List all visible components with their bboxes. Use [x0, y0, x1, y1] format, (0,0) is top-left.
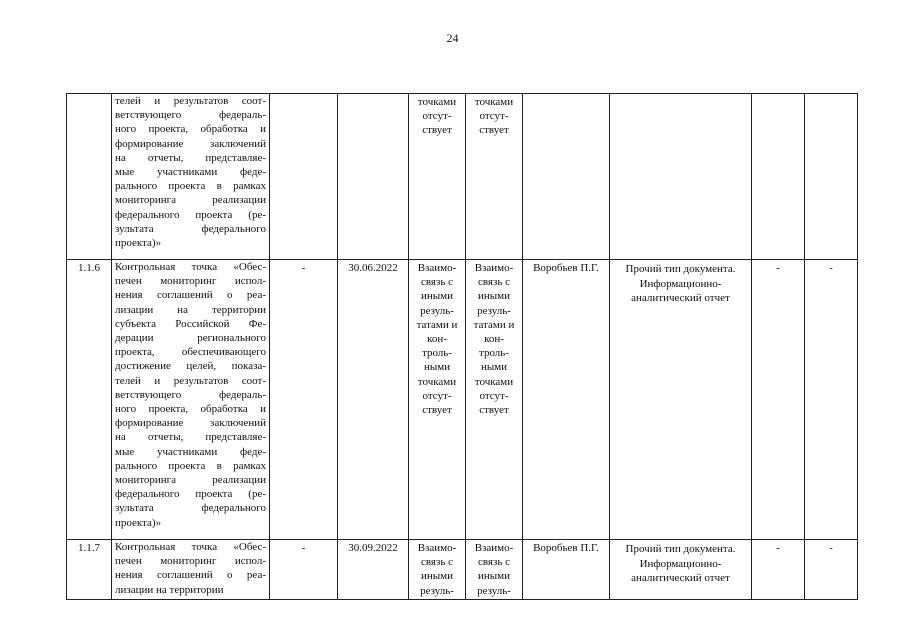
table-row — [67, 540, 858, 600]
relation-cell — [466, 260, 523, 540]
start-date-cell: - — [270, 260, 338, 540]
text-line: Взаимо- — [417, 542, 457, 554]
text-line: связь с — [478, 556, 510, 569]
text-line: формирование заключений — [115, 137, 266, 150]
relation-cell — [409, 540, 466, 600]
text-line: отсут- — [422, 110, 452, 123]
text-line: мониторинга реализации — [115, 194, 266, 207]
text-line: ствует — [422, 124, 452, 137]
text-line: нения соглашений о реа- — [115, 569, 266, 582]
text-line: нения соглашений о реа- — [115, 289, 266, 302]
end-date-cell: 30.06.2022 — [338, 260, 409, 540]
text-line: точками — [417, 375, 457, 388]
responsible-cell: Воробьев П.Г. — [523, 260, 610, 540]
text-line: связь с — [421, 556, 453, 569]
extra-cell: - — [752, 260, 805, 540]
extra-cell: - — [805, 540, 858, 600]
text-line: ными — [480, 361, 508, 374]
text-line: отсут- — [479, 110, 509, 123]
text-line: резуль- — [477, 304, 511, 317]
text-line: аналитический отчет — [631, 572, 730, 584]
table-row — [67, 260, 858, 540]
text-line: ствует — [479, 124, 509, 137]
text-line: Прочий тип документа. — [625, 263, 736, 275]
text-line: татами и — [416, 318, 458, 331]
relation-cell — [409, 260, 466, 540]
text-line: связь с — [478, 276, 510, 289]
text-line: ного проекта, обработка и — [115, 403, 266, 416]
text-line: ными — [423, 361, 451, 374]
text-line: резуль- — [477, 584, 511, 597]
text-line: иными — [477, 290, 510, 303]
text-line: зультата федерального — [115, 502, 266, 515]
text-line: отсут- — [479, 389, 509, 402]
row-number-cell: 1.1.7 — [67, 540, 112, 600]
text-line: связь с — [421, 276, 453, 289]
extra-cell: - — [805, 260, 858, 540]
text-line: ветствующего федераль- — [115, 388, 266, 401]
text-line: Контрольная точка «Обес- — [115, 261, 266, 273]
text-line: мые участниками феде- — [115, 166, 266, 179]
text-line: точками — [417, 96, 457, 108]
control-point-name-cell — [112, 94, 270, 260]
control-point-name-cell — [112, 260, 270, 540]
end-date-cell: 30.09.2022 — [338, 540, 409, 600]
text-line: на отчеты, представляе- — [115, 151, 266, 164]
text-line: Информационно- — [639, 277, 722, 290]
control-point-name-cell — [112, 540, 270, 600]
text-line: субъекта Российской Фе- — [115, 317, 266, 330]
text-line: дерации регионального — [115, 332, 266, 345]
control-point-name — [112, 540, 269, 597]
text-line: Взаимо- — [474, 262, 514, 274]
extra-cell: - — [752, 540, 805, 600]
text-line: татами и — [473, 318, 515, 331]
text-line: формирование заключений — [115, 417, 266, 430]
document-type-cell — [610, 540, 752, 600]
text-line: ствует — [479, 404, 509, 417]
text-line: отсут- — [422, 389, 452, 402]
extra-cell — [752, 94, 805, 260]
text-line: ветствующего федераль- — [115, 109, 266, 122]
text-line: печен мониторинг испол- — [115, 555, 266, 568]
text-line: кон- — [484, 333, 504, 346]
text-line: резуль- — [420, 584, 454, 597]
page-number: 24 — [446, 31, 459, 45]
text-line: лизации на территории — [115, 583, 224, 596]
text-line: телей и результатов соот- — [115, 95, 266, 107]
text-line: точками — [474, 96, 514, 108]
relation-cell — [466, 94, 523, 260]
text-line: федерального проекта (ре- — [115, 488, 266, 501]
text-line: проекта)» — [115, 516, 162, 529]
responsible-cell: Воробьев П.Г. — [523, 540, 610, 600]
text-line: кон- — [427, 333, 447, 346]
responsible-cell — [523, 94, 610, 260]
relation-cell — [466, 540, 523, 600]
text-line: печен мониторинг испол- — [115, 275, 266, 288]
row-number-cell: 1.1.6 — [67, 260, 112, 540]
text-line: резуль- — [420, 304, 454, 317]
end-date-cell — [338, 94, 409, 260]
text-line: иными — [420, 290, 453, 303]
text-line: троль- — [479, 347, 509, 360]
text-line: троль- — [422, 347, 452, 360]
text-line: достижение целей, показа- — [115, 360, 266, 373]
control-point-name — [112, 94, 269, 250]
text-line: мониторинга реализации — [115, 474, 266, 487]
text-line: иными — [420, 570, 453, 583]
text-line: мые участниками феде- — [115, 445, 266, 458]
start-date-cell — [270, 94, 338, 260]
table-row — [67, 94, 858, 260]
document-type-cell — [610, 94, 752, 260]
document-type-cell — [610, 260, 752, 540]
text-line: рального проекта в рамках — [115, 180, 266, 193]
control-points-table — [66, 93, 858, 600]
control-point-name — [112, 260, 269, 530]
text-line: на отчеты, представляе- — [115, 431, 266, 444]
text-line: проекта)» — [115, 237, 162, 250]
start-date-cell: - — [270, 540, 338, 600]
text-line: лизации на территории — [115, 303, 266, 316]
text-line: Взаимо- — [474, 542, 514, 554]
text-line: иными — [477, 570, 510, 583]
text-line: Контрольная точка «Обес- — [115, 541, 266, 553]
text-line: точками — [474, 375, 514, 388]
text-line: проекта, обеспечивающего — [115, 346, 266, 359]
row-number-cell — [67, 94, 112, 260]
text-line: ного проекта, обработка и — [115, 123, 266, 136]
text-line: Информационно- — [639, 557, 722, 570]
text-line: рального проекта в рамках — [115, 459, 266, 472]
text-line: федерального проекта (ре- — [115, 208, 266, 221]
text-line: зультата федерального — [115, 222, 266, 235]
relation-cell — [409, 94, 466, 260]
text-line: ствует — [422, 404, 452, 417]
text-line: Прочий тип документа. — [625, 543, 736, 555]
text-line: аналитический отчет — [631, 292, 730, 304]
extra-cell — [805, 94, 858, 260]
text-line: Взаимо- — [417, 262, 457, 274]
text-line: телей и результатов соот- — [115, 374, 266, 387]
